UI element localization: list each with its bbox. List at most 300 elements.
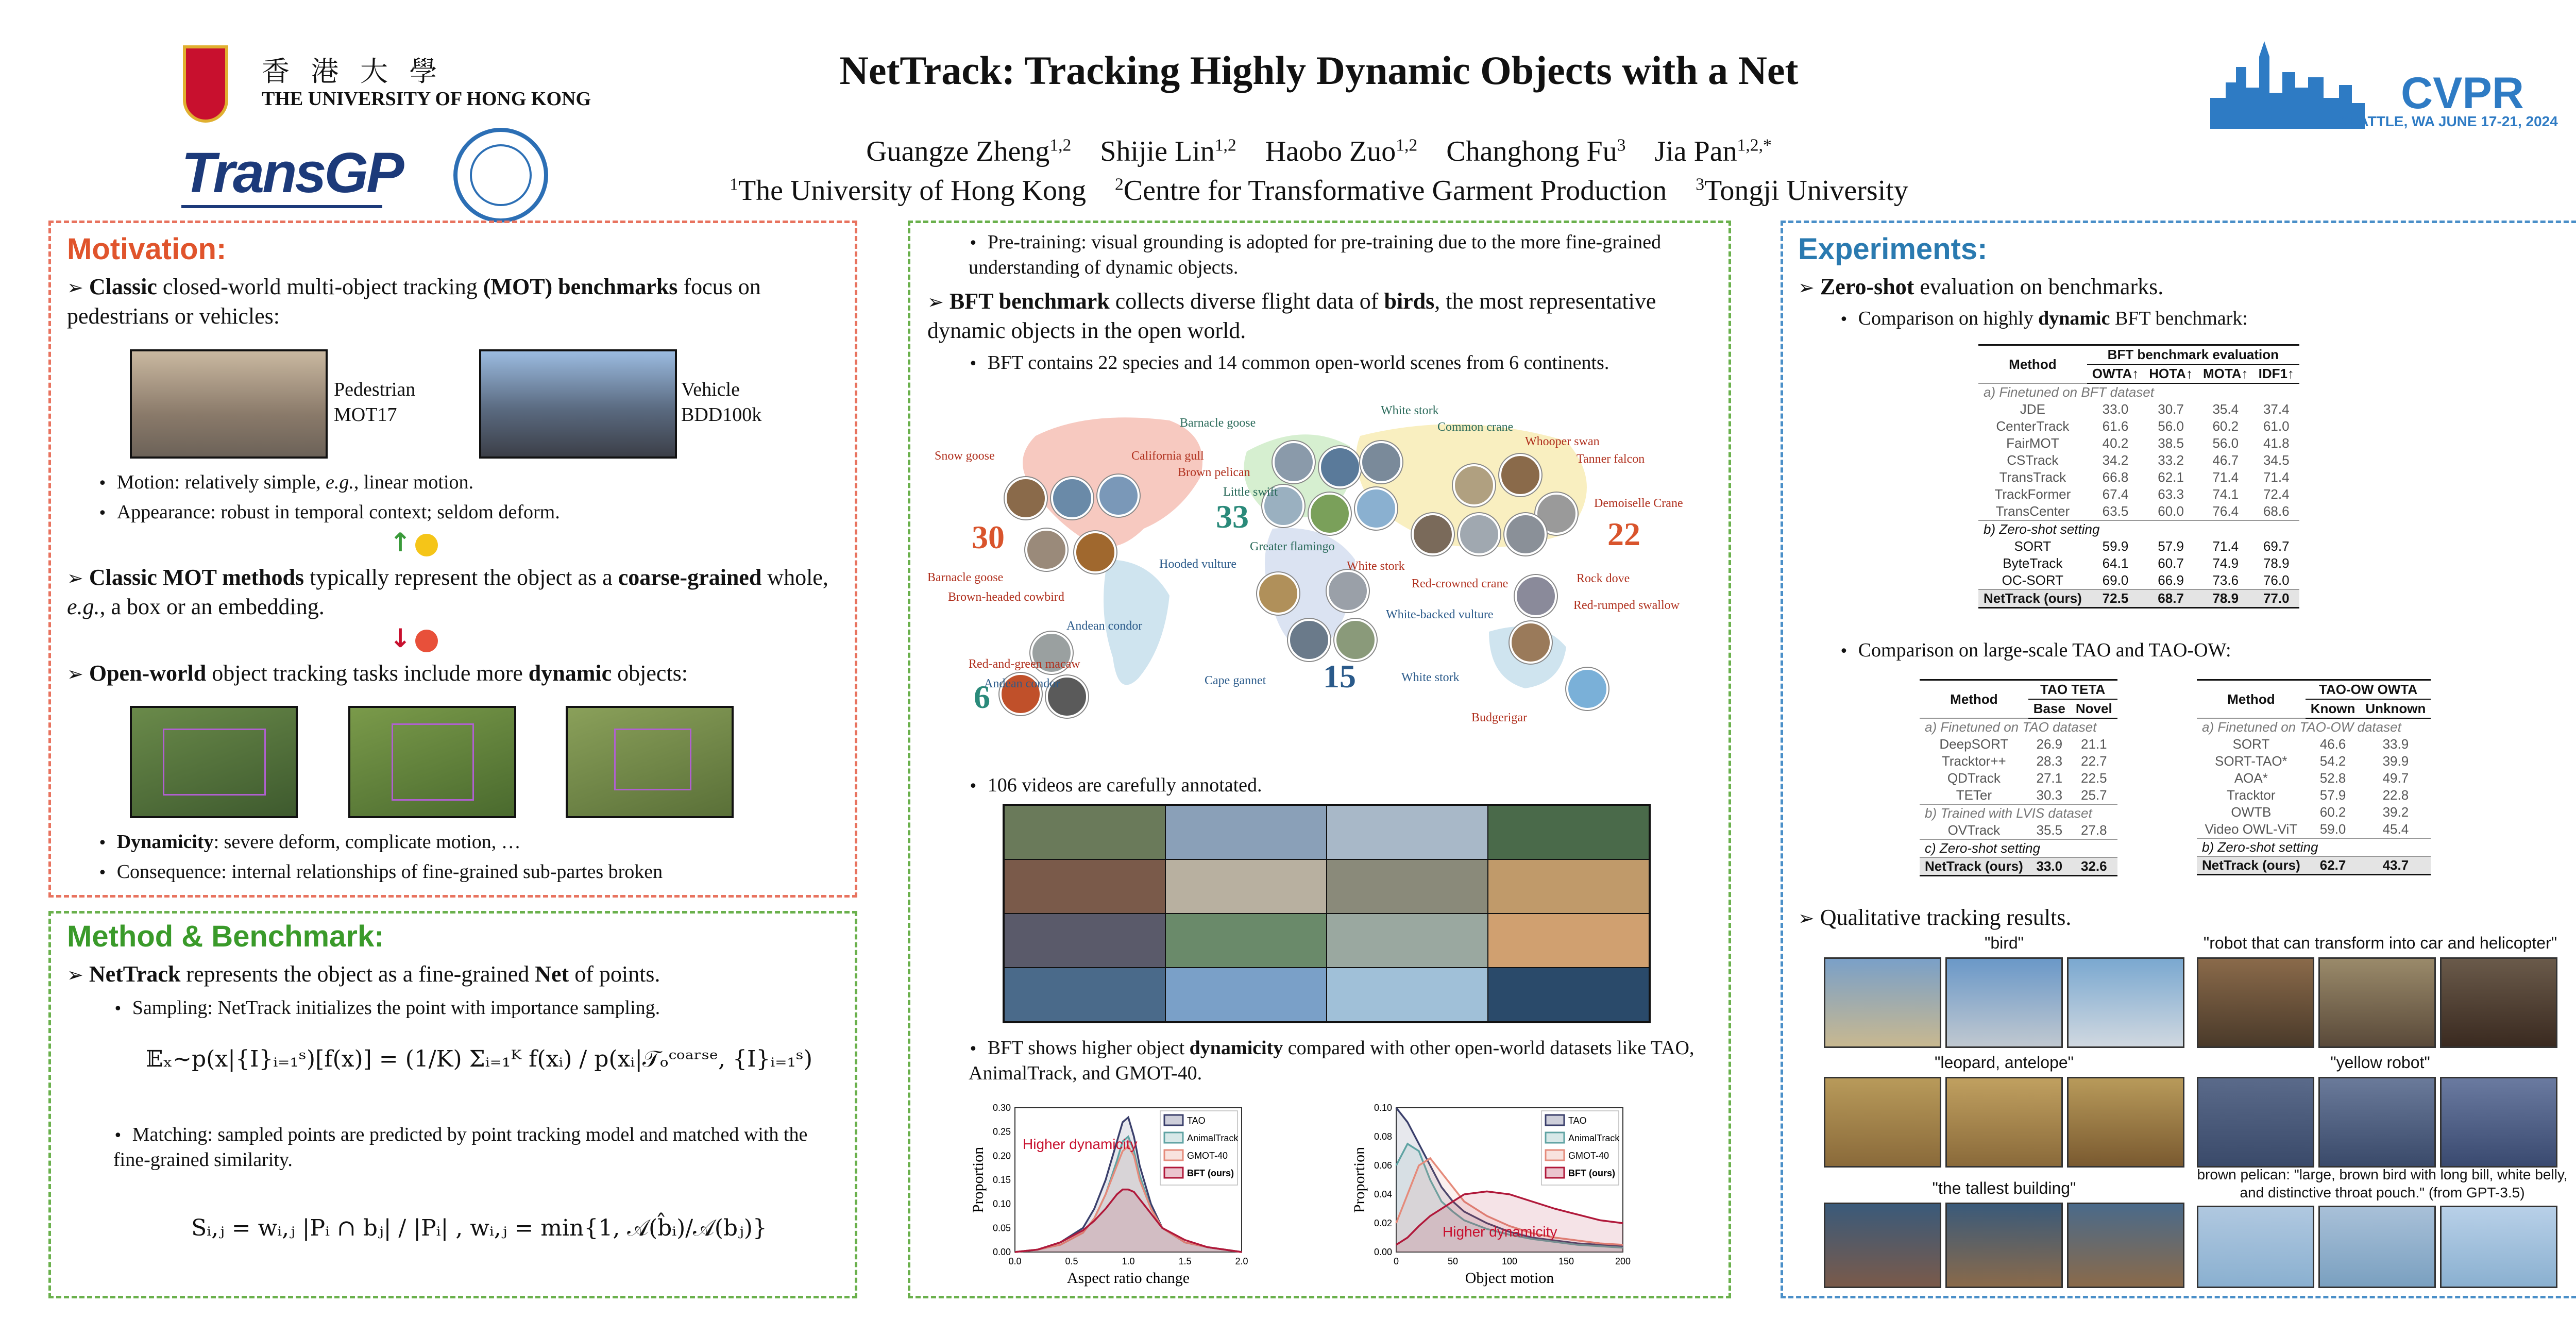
middle-sub-3: • 106 videos are carefully annotated. <box>969 774 1262 796</box>
legend-swatch <box>1546 1115 1564 1125</box>
x-tick-label: 0 <box>1393 1256 1399 1266</box>
x-tick-label: 50 <box>1447 1256 1459 1266</box>
middle-sub-1: • Pre-training: visual grounding is adopted for pre-training due to the more fine-grained understanding of dynamic objects. <box>969 231 1662 279</box>
result-frame <box>2318 1077 2436 1168</box>
table-cell: 26.9 <box>2036 736 2063 752</box>
result-frame <box>1945 957 2063 1048</box>
table-row <box>1978 435 2299 452</box>
experiments-heading: Experiments: <box>1798 232 1988 266</box>
table-header: OWTA↑ <box>2087 364 2144 383</box>
map-label: Red-crowned crane <box>1412 577 1509 590</box>
legend-swatch <box>1546 1150 1564 1160</box>
x-tick-label: 2.0 <box>1235 1256 1248 1266</box>
method-sub-2: • Matching: sampled points are predicted by point tracking model and matched with the fine-grained similarity. <box>113 1124 808 1171</box>
table-group-row: c) Zero-shot setting <box>1920 839 2117 857</box>
table-cell: 68.6 <box>2263 503 2290 519</box>
map-label: Barnacle goose <box>927 571 1004 584</box>
table-header: MOTA↑ <box>2198 364 2253 383</box>
table-row <box>1978 572 2299 589</box>
table-cell: 25.7 <box>2080 787 2107 803</box>
motivation-heading: Motivation: <box>67 232 227 266</box>
table-cell: 56.0 <box>2158 418 2184 434</box>
table-row-ours <box>1978 589 2299 608</box>
map-label: Demoiselle Crane <box>1594 497 1683 510</box>
result-frame <box>2067 1203 2184 1288</box>
table-cell: 61.6 <box>2102 418 2129 434</box>
map-label: Common crane <box>1437 420 1514 434</box>
table-cell: 56.0 <box>2212 435 2239 451</box>
y-tick-label: 0.20 <box>992 1151 1011 1161</box>
bird-photo <box>1319 446 1361 488</box>
x-tick-label: 1.5 <box>1178 1256 1192 1266</box>
bird-photo <box>1504 513 1547 555</box>
table-cell: 78.9 <box>2263 555 2290 571</box>
table-header: Method <box>2197 680 2306 719</box>
table-row-ours <box>2197 856 2431 875</box>
table-row <box>2197 753 2431 770</box>
y-axis-label: Proportion <box>970 1146 987 1213</box>
table-cell: 39.9 <box>2382 753 2409 769</box>
x-tick-label: 100 <box>1501 1256 1518 1266</box>
table-cell: FairMOT <box>2006 435 2059 451</box>
table-row <box>1920 770 2117 787</box>
table-cell: SORT <box>2232 736 2270 752</box>
table-row <box>1920 822 2117 839</box>
table-cell: 46.6 <box>2319 736 2346 752</box>
table-header: IDF1↑ <box>2253 364 2299 383</box>
table-row <box>1978 418 2299 435</box>
table-row <box>1978 452 2299 469</box>
result-frame <box>1945 1203 2063 1288</box>
map-label: Hooded vulture <box>1159 557 1236 571</box>
table-header: Novel <box>2071 699 2117 718</box>
table-cell: 33.2 <box>2158 452 2184 468</box>
y-tick-label: 0.00 <box>1374 1247 1392 1257</box>
result-frame <box>2197 957 2314 1048</box>
method-sub-1: • Sampling: NetTrack initializes the point with importance sampling. <box>113 997 660 1019</box>
result-frame <box>2067 1077 2184 1168</box>
legend-swatch <box>1164 1168 1183 1178</box>
author-name: Haobo Zuo <box>1265 136 1396 167</box>
table-cell: TrackFormer <box>1994 486 2071 502</box>
down-arrow-icon: ↓ <box>389 623 411 653</box>
table-cell: 22.8 <box>2382 787 2409 803</box>
video-frame <box>1005 968 1165 1021</box>
table-header: TAO TETA <box>2028 680 2117 700</box>
table-row <box>1978 469 2299 486</box>
table-header: BFT benchmark evaluation <box>2087 345 2299 365</box>
table-row-ours <box>1920 857 2117 876</box>
motivation-point-3: ➢ Open-world object tracking tasks include more dynamic objects: <box>67 661 688 686</box>
legend-label: BFT (ours) <box>1187 1168 1234 1178</box>
table-cell: 30.7 <box>2158 401 2184 417</box>
table-row <box>1978 401 2299 418</box>
map-label: Andean condor <box>984 677 1060 690</box>
pedestrian-caption: Pedestrian MOT17 <box>334 379 416 426</box>
middle-sub-2: • BFT contains 22 species and 14 common open-world scenes from 6 continents. <box>969 352 1609 374</box>
motivation-sub-2: • Appearance: robust in temporal context; seldom deform. <box>98 501 560 523</box>
equation-matching: Sᵢ,ⱼ = wᵢ,ⱼ |Pᵢ ∩ bⱼ| / |Pᵢ| , wᵢ,ⱼ = min{1, 𝒜(b̂ᵢ)/𝒜(bⱼ)} <box>191 1215 767 1241</box>
query-caption-bird: "bird" <box>1984 934 2024 952</box>
table-cell: 33.0 <box>2102 401 2129 417</box>
result-frame <box>1945 1077 2063 1168</box>
video-frame <box>1327 860 1487 913</box>
bird-photo <box>1453 464 1495 506</box>
table-cell: CSTrack <box>2007 452 2059 468</box>
table-cell: 68.7 <box>2144 589 2198 608</box>
query-caption-leopard: "leopard, antelope" <box>1934 1053 2074 1072</box>
table-group-row: b) Zero-shot setting <box>1978 520 2299 538</box>
x-tick-label: 1.0 <box>1122 1256 1135 1266</box>
x-axis-label: Object motion <box>1465 1270 1554 1287</box>
video-frame <box>1166 968 1326 1021</box>
y-tick-label: 0.15 <box>992 1175 1011 1185</box>
bird-photo <box>1051 477 1093 519</box>
bird-photo <box>1355 487 1397 530</box>
table-cell: 22.5 <box>2080 770 2107 786</box>
result-frame <box>2067 957 2184 1048</box>
bird-photo <box>1360 441 1402 483</box>
x-tick-label: 0.0 <box>1008 1256 1022 1266</box>
table-header: Method <box>1920 680 2028 719</box>
hku-name-cn: 香 港 大 學 <box>262 56 445 87</box>
y-tick-label: 0.00 <box>992 1247 1011 1257</box>
tao-results-table <box>1920 679 2117 876</box>
video-mosaic <box>1003 804 1651 1023</box>
eagle-image-3 <box>566 706 734 818</box>
table-cell: 62.1 <box>2158 469 2184 485</box>
table-cell: DeepSORT <box>1939 736 2009 752</box>
table-cell: 66.8 <box>2102 469 2129 485</box>
table-cell: 74.9 <box>2212 555 2239 571</box>
table-cell: TransCenter <box>1995 503 2070 519</box>
table-cell: 69.0 <box>2102 572 2129 588</box>
table-row <box>1920 753 2117 770</box>
table-row <box>1978 486 2299 503</box>
vehicle-image <box>479 349 677 459</box>
table-cell: SORT <box>2014 538 2052 554</box>
table-cell: 76.0 <box>2263 572 2290 588</box>
legend-label: TAO <box>1187 1115 1206 1126</box>
result-frame <box>2440 1077 2557 1168</box>
method-heading: Method & Benchmark: <box>67 920 384 953</box>
table-cell: CenterTrack <box>1996 418 2070 434</box>
table-cell: 54.2 <box>2319 753 2346 769</box>
map-label: White stork <box>1401 671 1460 684</box>
dynamicity-annotation: Higher dynamicity <box>1443 1224 1557 1240</box>
video-frame <box>1488 968 1649 1021</box>
video-frame <box>1488 806 1649 859</box>
query-caption-pelican: brown pelican: "large, brown bird with long bill, white belly, and distinctive throat pouch." (from GPT-3.5) <box>2197 1166 2568 1200</box>
legend-swatch <box>1164 1150 1183 1160</box>
table-cell: Tracktor++ <box>1941 753 2006 769</box>
table-cell: 60.2 <box>2212 418 2239 434</box>
table-cell: AOA* <box>2234 770 2268 786</box>
result-frame <box>2318 957 2436 1048</box>
table-row <box>2197 804 2431 821</box>
table-cell: 71.4 <box>2212 469 2239 485</box>
count-asia: 22 <box>1607 516 1640 552</box>
x-tick-label: 0.5 <box>1065 1256 1078 1266</box>
video-frame <box>1005 860 1165 913</box>
table-cell: 35.4 <box>2212 401 2239 417</box>
table-cell: 59.0 <box>2319 821 2346 837</box>
table-cell: 66.9 <box>2158 572 2184 588</box>
result-frame <box>1824 1203 1941 1288</box>
legend-label: GMOT-40 <box>1568 1151 1609 1161</box>
result-frame <box>2440 1206 2557 1288</box>
result-frame <box>2440 957 2557 1048</box>
table-cell: Tracktor <box>2227 787 2276 803</box>
y-tick-label: 0.25 <box>992 1126 1011 1137</box>
bird-photo <box>1288 619 1330 661</box>
angry-emoji-icon <box>415 630 438 652</box>
table-cell: OWTB <box>2231 804 2272 820</box>
table-group-row: b) Trained with LVIS dataset <box>1920 804 2117 822</box>
legend-label: TAO <box>1568 1115 1587 1126</box>
video-frame <box>1327 914 1487 967</box>
table-group-row: a) Finetuned on TAO-OW dataset <box>2197 718 2431 736</box>
bird-photo <box>1327 570 1369 612</box>
table-cell: 27.8 <box>2080 822 2107 838</box>
map-label: Whooper swan <box>1525 435 1600 448</box>
table-cell: ByteTrack <box>2003 555 2063 571</box>
object-motion-chart <box>1350 1097 1649 1293</box>
legend-label: AnimalTrack <box>1568 1133 1620 1143</box>
count-north-america: 30 <box>972 519 1005 555</box>
table-cell: 74.1 <box>2212 486 2239 502</box>
smile-emoji-icon <box>415 534 438 556</box>
cvpr-logo: CVPR <box>2401 69 2524 118</box>
motivation-sub-1: • Motion: relatively simple, e.g., linear motion. <box>98 471 474 493</box>
map-label: Andean condor <box>1066 619 1143 633</box>
map-label: Rock dove <box>1577 572 1630 585</box>
author-list: Guangze Zheng$^{1,2}$ Shijie Lin$^{1,2}$ Haobo Zuo$^{1,2}$ Changhong Fu$^3$ Jia Pan$^{1,2,*}$ <box>866 136 1772 167</box>
map-label: Little swift <box>1223 485 1278 499</box>
table-cell: 34.2 <box>2102 452 2129 468</box>
table-cell: 39.2 <box>2382 804 2409 820</box>
table-cell: 21.1 <box>2080 736 2107 752</box>
map-label: Tanner falcon <box>1577 452 1645 466</box>
table-cell: 57.9 <box>2158 538 2184 554</box>
table-row <box>1920 736 2117 753</box>
table-cell: 33.9 <box>2382 736 2409 752</box>
table-cell: 63.5 <box>2102 503 2129 519</box>
affiliation: Centre for Transformative Garment Production <box>1123 175 1667 207</box>
table-group-row: a) Finetuned on BFT dataset <box>1978 383 2299 401</box>
table-group-row: a) Finetuned on TAO dataset <box>1920 718 2117 736</box>
y-tick-label: 0.30 <box>992 1103 1011 1113</box>
table-cell: QDTrack <box>1947 770 2001 786</box>
y-tick-label: 0.10 <box>1374 1103 1392 1113</box>
table-group-row: b) Zero-shot setting <box>2197 838 2431 856</box>
bird-photo <box>1566 668 1608 710</box>
result-frame <box>2197 1077 2314 1168</box>
count-europe: 33 <box>1216 498 1249 535</box>
affiliation: The University of Hong Kong <box>738 175 1086 207</box>
table-row <box>2197 821 2431 838</box>
y-tick-label: 0.05 <box>992 1223 1011 1233</box>
map-label: Greater flamingo <box>1250 540 1335 553</box>
table-cell: 60.2 <box>2319 804 2346 820</box>
affiliation: Tongji University <box>1704 175 1908 207</box>
x-tick-label: 150 <box>1558 1256 1574 1266</box>
result-frame <box>2318 1206 2436 1288</box>
author-name: Shijie Lin <box>1100 136 1215 167</box>
bird-photo <box>1510 621 1552 664</box>
table-cell: NetTrack (ours) <box>1920 857 2028 876</box>
table-cell: 38.5 <box>2158 435 2184 451</box>
table-cell: OVTrack <box>1947 822 2001 838</box>
middle-sub-4: • BFT shows higher object dynamicity compared with other open-world datasets like TAO, AnimalTrack, and GMOT-40. <box>969 1037 1694 1085</box>
map-label: Red-and-green macaw <box>969 657 1080 671</box>
bird-photo <box>1412 513 1454 555</box>
table-header: Method <box>1978 345 2087 384</box>
y-tick-label: 0.06 <box>1374 1160 1392 1171</box>
table-cell: 43.7 <box>2360 856 2431 875</box>
video-frame <box>1005 914 1165 967</box>
map-label: Brown-headed cowbird <box>948 590 1064 604</box>
world-map <box>922 390 1726 766</box>
table-row <box>2197 787 2431 804</box>
y-tick-label: 0.08 <box>1374 1131 1392 1142</box>
table-header: Known <box>2306 699 2361 718</box>
table-cell: 64.1 <box>2102 555 2129 571</box>
map-label: White-backed vulture <box>1386 608 1494 621</box>
table-cell: 71.4 <box>2212 538 2239 554</box>
video-frame <box>1166 914 1326 967</box>
method-point-1: ➢ NetTrack represents the object as a fine-grained Net of points. <box>67 961 660 987</box>
table-cell: 40.2 <box>2102 435 2129 451</box>
bird-photo <box>1257 572 1299 615</box>
table-cell: 72.5 <box>2087 589 2144 608</box>
affiliation-list: $^1$The University of Hong Kong $^2$Centre for Transformative Garment Production $^3$Tongji University <box>730 175 1908 207</box>
poster-title: NetTrack: Tracking Highly Dynamic Objects with a Net <box>839 48 1799 93</box>
bird-photo <box>1025 529 1067 571</box>
table-cell: JDE <box>2020 401 2045 417</box>
table-header: HOTA↑ <box>2144 364 2198 383</box>
video-frame <box>1327 968 1487 1021</box>
video-frame <box>1166 860 1326 913</box>
map-label: Budgerigar <box>1471 711 1527 724</box>
table-cell: 59.9 <box>2102 538 2129 554</box>
table-row <box>2197 770 2431 787</box>
table-cell: 78.9 <box>2198 589 2253 608</box>
table-cell: 41.8 <box>2263 435 2290 451</box>
map-label: Snow goose <box>935 449 995 463</box>
table-cell: 57.9 <box>2319 787 2346 803</box>
motivation-point-1: ➢ Classic closed-world multi-object tracking (MOT) benchmarks focus on pedestrians or vehicles: <box>67 274 761 329</box>
result-frame <box>2197 1206 2314 1288</box>
hku-name-en: THE UNIVERSITY OF HONG KONG <box>262 88 591 110</box>
tao-ow-results-table <box>2197 679 2431 875</box>
bird-photo <box>1097 475 1140 517</box>
transgp-logo: TransGP <box>181 141 402 205</box>
cvpr-date: SEATTLE, WA JUNE 17-21, 2024 <box>2339 113 2558 129</box>
table-cell: 28.3 <box>2036 753 2063 769</box>
table-cell: 34.5 <box>2263 452 2290 468</box>
experiments-point-2: ➢ Qualitative tracking results. <box>1798 905 2072 930</box>
x-axis-label: Aspect ratio change <box>1066 1270 1190 1287</box>
table-header: TAO-OW OWTA <box>2306 680 2431 700</box>
table-cell: 49.7 <box>2382 770 2409 786</box>
table-cell: TransTrack <box>1999 469 2066 485</box>
table-cell: OC-SORT <box>2002 572 2064 588</box>
table-cell: 45.4 <box>2382 821 2409 837</box>
video-frame <box>1488 860 1649 913</box>
table-cell: 52.8 <box>2319 770 2346 786</box>
table-cell: 46.7 <box>2212 452 2239 468</box>
table-cell: 22.7 <box>2080 753 2107 769</box>
count-africa: 15 <box>1323 658 1356 695</box>
legend-label: AnimalTrack <box>1187 1133 1239 1143</box>
vehicle-caption: Vehicle BDD100k <box>681 379 762 426</box>
result-frame <box>1824 957 1941 1048</box>
table-cell: 60.7 <box>2158 555 2184 571</box>
middle-point-1: ➢ BFT benchmark collects diverse flight data of birds, the most representative dynamic objects in the open world. <box>927 289 1656 344</box>
table-cell: 32.6 <box>2071 857 2117 876</box>
map-label: Brown pelican <box>1178 466 1250 479</box>
y-axis-label: Proportion <box>1351 1146 1368 1213</box>
table-cell: 60.0 <box>2158 503 2184 519</box>
y-tick-label: 0.02 <box>1374 1218 1392 1228</box>
experiments-sub-1: • Comparison on highly dynamic BFT benchmark: <box>1839 308 2248 329</box>
pedestrian-image <box>130 349 328 459</box>
legend-swatch <box>1164 1115 1183 1125</box>
bird-photo <box>1005 477 1047 519</box>
video-frame <box>1327 806 1487 859</box>
table-row <box>1978 538 2299 555</box>
query-caption-robot: "robot that can transform into car and helicopter" <box>2203 934 2557 952</box>
table-cell: SORT-TAO* <box>2215 753 2287 769</box>
bird-photo <box>1499 454 1541 496</box>
legend-swatch <box>1164 1132 1183 1143</box>
table-row <box>1978 555 2299 572</box>
bird-photo <box>1074 531 1116 573</box>
author-name: Guangze Zheng <box>866 136 1050 167</box>
table-cell: 73.6 <box>2212 572 2239 588</box>
map-label: Red-rumped swallow <box>1573 599 1680 612</box>
bird-photo <box>1309 493 1351 535</box>
motivation-sub-3: • Dynamicity: severe deform, complicate motion, … <box>98 831 521 853</box>
equation-sampling: 𝔼ₓ∼p(x|{I}ᵢ₌₁ˢ)[f(x)] = (1/K) Σᵢ₌₁ᴷ f(xᵢ) / p(xᵢ|𝒯ₒᶜᵒᵃʳˢᵉ, {I}ᵢ₌₁ˢ) <box>145 1046 813 1072</box>
bird-photo <box>1334 619 1377 661</box>
motivation-sub-4: • Consequence: internal relationships of fine-grained sub-partes broken <box>98 861 663 883</box>
table-cell: 30.3 <box>2036 787 2063 803</box>
author-name: Jia Pan <box>1654 136 1737 167</box>
table-cell: 69.7 <box>2263 538 2290 554</box>
experiments-point-1: ➢ Zero-shot evaluation on benchmarks. <box>1798 274 2164 299</box>
x-tick-label: 200 <box>1615 1256 1631 1266</box>
video-frame <box>1005 806 1165 859</box>
table-cell: 67.4 <box>2102 486 2129 502</box>
table-cell: 33.0 <box>2028 857 2071 876</box>
bird-photo <box>1273 441 1315 483</box>
bird-photo <box>1515 575 1557 617</box>
table-cell: NetTrack (ours) <box>2197 856 2306 875</box>
table-cell: 72.4 <box>2263 486 2290 502</box>
table-header: Unknown <box>2360 699 2431 718</box>
table-cell: 35.5 <box>2036 822 2063 838</box>
table-cell: 76.4 <box>2212 503 2239 519</box>
table-cell: NetTrack (ours) <box>1978 589 2087 608</box>
map-label: Barnacle goose <box>1180 416 1256 430</box>
map-label: California gull <box>1131 449 1204 463</box>
aspect-ratio-chart <box>969 1097 1267 1293</box>
table-cell: 27.1 <box>2036 770 2063 786</box>
table-header: Base <box>2028 699 2071 718</box>
legend-label: GMOT-40 <box>1187 1151 1228 1161</box>
